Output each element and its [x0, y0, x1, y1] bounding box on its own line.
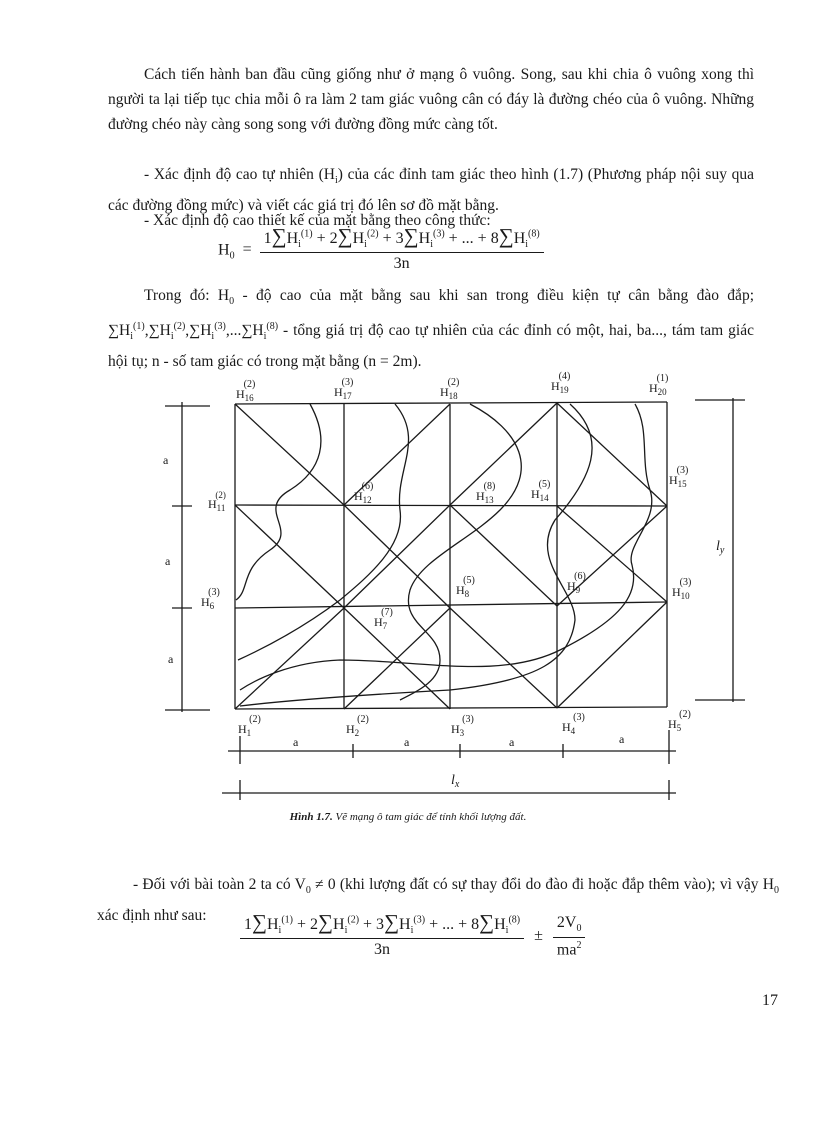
vertex-label-h11: $H_{11}(2)$: [208, 490, 226, 513]
dimension-label-a: a: [619, 732, 625, 746]
text-fragment: i: [334, 175, 338, 187]
dimension-label-a: a: [163, 453, 169, 467]
dimension-label-a: a: [165, 554, 171, 568]
diagonal-line: [235, 608, 344, 709]
formula-lhs: H: [218, 241, 230, 259]
dimension-label-a: a: [404, 735, 410, 749]
formula-denominator: 3n: [374, 941, 391, 959]
vertex-label-h13: $H_{13}(8)$: [476, 481, 496, 505]
vertex-label-h9: $H_9(6)$: [567, 571, 586, 595]
dimension-label-a: a: [509, 735, 515, 749]
vertex-label-h7: $H_7(7)$: [374, 607, 393, 631]
vertex-label-h15: $H_{15}(3)$: [669, 465, 689, 489]
formula-denominator-2: $ma^2$: [556, 939, 582, 958]
vertex-label-h20: $H_{20}(1)$: [649, 373, 669, 397]
formula-fraction-2: [553, 914, 586, 959]
sum-list: $\sum H_i^{(1)},\sum H_i^{(2)},\sum H_i^{(3)},...\sum H_i^{(8)}$: [108, 321, 279, 343]
contour-line: [240, 404, 592, 706]
grid-line: [235, 707, 667, 709]
formula-lhs-sub: 0: [229, 250, 235, 262]
text-fragment: - Đối với bài toàn 2 ta có V: [133, 876, 306, 893]
vertex-label-h3: $H_3(3)$: [451, 714, 474, 738]
dimension-label-lx: $l_x$: [451, 773, 460, 790]
formula-h0-adjusted: [240, 910, 585, 959]
grid-line: [235, 402, 667, 404]
vertex-label-h2: $H_2(2)$: [346, 714, 369, 738]
formula-numerator-2: $2V_0$: [553, 914, 586, 937]
contour-line: [400, 404, 521, 700]
text-fragment: 0: [229, 296, 235, 308]
formula-numerator: $1\sum H_i^{(1)} + 2\sum H_i^{(2)} + 3\sum H_i^{(3)}$ + ... + $8\sum H_i^{(8)}$: [260, 228, 544, 253]
vertex-label-h6: $H_6(3)$: [201, 587, 220, 611]
vertex-label-h17: $H_{17}(3)$: [334, 377, 354, 401]
vertex-label-h14: $H_{14}(5)$: [531, 479, 551, 503]
vertex-label-h16: $H_{16}(2)$: [236, 379, 256, 403]
vertex-label-h12: $H_{12}(6)$: [354, 481, 374, 505]
contour-line: [236, 404, 321, 600]
dimension-label-ly: $l_y$: [716, 539, 725, 556]
dimension-label-a: a: [168, 652, 174, 666]
text-fragment: - tổng giá trị độ cao tự nhiên của các đỉnh có một, hai, ba..., tám tam giác hội tụ; n - số tam giác có trong mặt bằng (n = 2m).: [108, 322, 754, 371]
formula-plus-minus: ±: [534, 927, 543, 945]
text-fragment: 0: [305, 885, 311, 897]
triangle-grid-figure: [0, 360, 816, 800]
formula-equals: =: [242, 241, 252, 259]
vertex-label-h5: $H_5(2)$: [668, 709, 691, 733]
text-fragment: ≠ 0 (khi lượng đất có sự thay đổi do đào đi hoặc đắp thêm vào); vì vậy H: [310, 876, 774, 893]
formula-denominator: 3n: [393, 255, 410, 273]
vertex-label-h19: $H_{19}(4)$: [551, 371, 571, 395]
step-design-elevation: - Xác định độ cao thiết kế của mặt bằng theo công thức:: [144, 212, 491, 229]
caption-text: Vẽ mạng ô tam giác để tính khối lượng đất.: [332, 811, 527, 823]
text-fragment: - độ cao của mặt bằng sau khi san trong điều kiện tự cân bằng đào đắp;: [234, 287, 754, 304]
formula-numerator: $1\sum H_i^{(1)} + 2\sum H_i^{(2)} + 3\sum H_i^{(3)}$ + ... + $8\sum H_i^{(8)}$: [240, 914, 524, 939]
diagonal-line: [235, 505, 344, 608]
vertex-label-h10: $H_{10}(3)$: [672, 577, 692, 601]
formula-fraction: [240, 910, 524, 959]
intro-paragraph: Cách tiến hành ban đầu cũng giống như ở mạng ô vuông. Song, sau khi chia ô vuông xong thì người ta lại tiếp tục chia mỗi ô ra làm 2 tam giác vuông cân có đáy là đường chéo của ô vuông. Những đường chéo này càng song song với đường đồng mức càng tốt.: [108, 66, 754, 133]
formula-h0: [218, 224, 544, 273]
caption-label: Hình 1.7.: [289, 811, 333, 823]
figure-caption: [0, 811, 816, 823]
vertex-label-h8: $H_8(5)$: [456, 575, 475, 599]
vertex-label-h4: $H_4(3)$: [562, 712, 585, 736]
text-fragment: - Xác định độ cao tự nhiên (H: [144, 166, 335, 183]
grid-line: [235, 602, 667, 608]
dimension-label-a: a: [293, 735, 299, 749]
text-fragment: Trong đó: H: [144, 287, 230, 304]
text-fragment: 0: [773, 885, 779, 897]
formula-fraction: [260, 224, 544, 273]
vertex-label-h1: $H_1(2)$: [238, 714, 261, 738]
vertex-label-h18: $H_{18}(2)$: [440, 377, 460, 401]
text-fragment: ) của các đỉnh tam giác theo hình (1.7) (Phương pháp nội suy qua các đường đồng mức) và viết các giá trị đó lên sơ đồ mặt bằng.: [108, 166, 755, 215]
text-fragment: xác định như sau:: [97, 907, 207, 925]
page-number: 17: [762, 992, 778, 1009]
